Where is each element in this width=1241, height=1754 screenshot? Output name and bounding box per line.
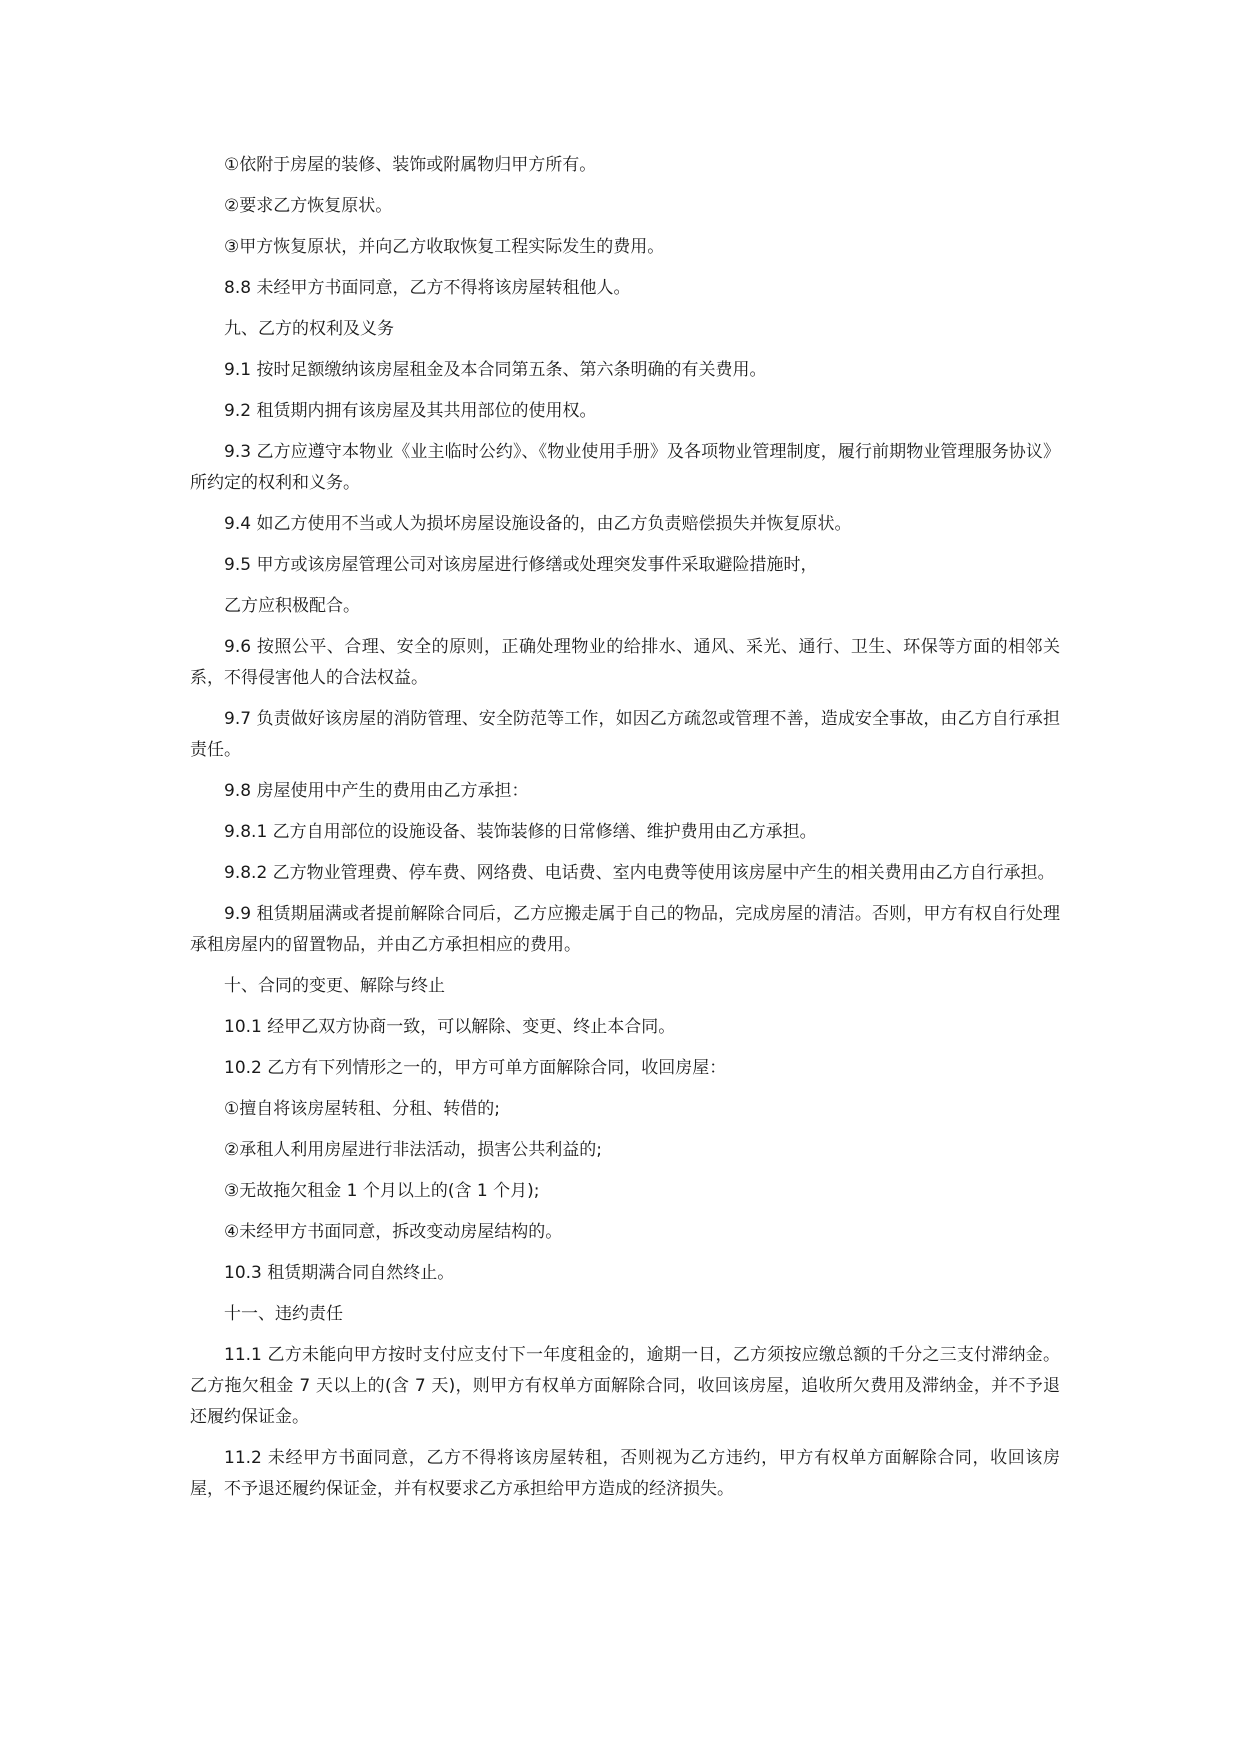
paragraph: ④未经甲方书面同意，拆改变动房屋结构的。: [224, 1222, 563, 1242]
clause-11-2: 11.2 未经甲方书面同意，乙方不得将该房屋转租，否则视为乙方违约，甲方有权单方面解除合同，收回该房屋，不予退还履约保证金，并有权要求乙方承担给甲方造成的经济损失。: [190, 1448, 1060, 1499]
clause-10-3: 10.3 租赁期满合同自然终止。: [224, 1263, 455, 1283]
clause-9-4: 9.4 如乙方使用不当或人为损坏房屋设施设备的，由乙方负责赔偿损失并恢复原状。: [224, 514, 852, 534]
clause-11-1: 11.1 乙方未能向甲方按时支付应支付下一年度租金的，逾期一日，乙方须按应缴总额的千分之三支付滞纳金。乙方拖欠租金 7 天以上的(含 7 天)，则甲方有权单方面解除合同，收回该房屋，追收所欠费用及滞纳金，并不予退还履约保证金。: [190, 1345, 1060, 1427]
paragraph: ③甲方恢复原状，并向乙方收取恢复工程实际发生的费用。: [224, 237, 665, 257]
clause-9-9: 9.9 租赁期届满或者提前解除合同后，乙方应搬走属于自己的物品，完成房屋的清洁。否则，甲方有权自行处理承租房屋内的留置物品，并由乙方承担相应的费用。: [190, 904, 1060, 955]
clause-8-8: 8.8 未经甲方书面同意，乙方不得将该房屋转租他人。: [224, 278, 631, 298]
clause-10-2: 10.2 乙方有下列情形之一的，甲方可单方面解除合同，收回房屋：: [224, 1058, 727, 1078]
paragraph: ①擅自将该房屋转租、分租、转借的;: [224, 1099, 500, 1119]
clause-9-1: 9.1 按时足额缴纳该房屋租金及本合同第五条、第六条明确的有关费用。: [224, 360, 767, 380]
section-heading: 九、乙方的权利及义务: [224, 319, 394, 339]
document-page: [190, 150, 1060, 1515]
clause-9-8: 9.8 房屋使用中产生的费用由乙方承担：: [224, 781, 529, 801]
clause-9-8-1: 9.8.1 乙方自用部位的设施设备、装饰装修的日常修缮、维护费用由乙方承担。: [224, 822, 817, 842]
paragraph: ③无故拖欠租金 1 个月以上的(含 1 个月);: [224, 1181, 540, 1201]
section-heading: 十一、违约责任: [224, 1304, 343, 1324]
clause-9-2: 9.2 租赁期内拥有该房屋及其共用部位的使用权。: [224, 401, 597, 421]
paragraph: ②要求乙方恢复原状。: [224, 196, 393, 216]
clause-9-8-2: 9.8.2 乙方物业管理费、停车费、网络费、电话费、室内电费等使用该房屋中产生的相关费用由乙方自行承担。: [224, 863, 1055, 883]
paragraph: ②承租人利用房屋进行非法活动，损害公共利益的;: [224, 1140, 602, 1160]
clause-9-7: 9.7 负责做好该房屋的消防管理、安全防范等工作，如因乙方疏忽或管理不善，造成安全事故，由乙方自行承担责任。: [190, 709, 1060, 760]
paragraph: 乙方应积极配合。: [224, 596, 360, 616]
clause-9-6: 9.6 按照公平、合理、安全的原则，正确处理物业的给排水、通风、采光、通行、卫生、环保等方面的相邻关系，不得侵害他人的合法权益。: [190, 637, 1060, 688]
section-heading: 十、合同的变更、解除与终止: [224, 976, 445, 996]
clause-9-3: 9.3 乙方应遵守本物业《业主临时公约》、《物业使用手册》及各项物业管理制度，履行前期物业管理服务协议》所约定的权利和义务。: [190, 442, 1060, 493]
paragraph: ①依附于房屋的装修、装饰或附属物归甲方所有。: [224, 155, 597, 175]
clause-10-1: 10.1 经甲乙双方协商一致，可以解除、变更、终止本合同。: [224, 1017, 676, 1037]
clause-9-5: 9.5 甲方或该房屋管理公司对该房屋进行修缮或处理突发事件采取避险措施时，: [224, 555, 818, 575]
